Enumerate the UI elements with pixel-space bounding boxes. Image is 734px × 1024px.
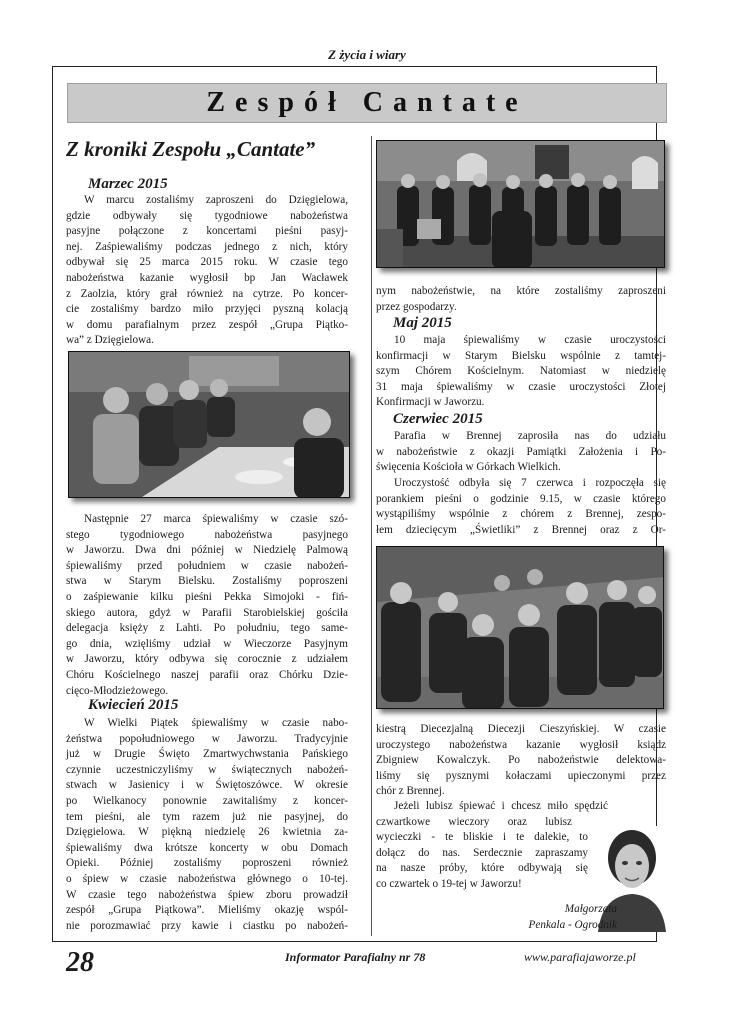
page-number: 28: [66, 947, 94, 978]
text-line: szym Chórem Kościelnym. Natomiast w niedzielę: [376, 365, 666, 378]
paragraph-czerwiec-1: [376, 429, 666, 476]
publication-name: Informator Parafialny nr 78: [285, 950, 426, 964]
text-line: stwa w Starym Bielsku. Zostaliśmy poproszeni: [66, 575, 348, 588]
text-line: śpiewaliśmy przed południem w czasie nabożeń-: [66, 559, 348, 572]
paragraph-kwiecien-continued: [376, 284, 666, 315]
text-line: o zaśpiewanie kilku pieśni Pekka Simojoki - fiń-: [66, 590, 348, 603]
text-line: święcenia Kościoła w Górkach Wielkich.: [376, 461, 561, 474]
text-line: stwach w Jasienicy i w Świętoszówce. W okresie: [66, 779, 348, 792]
heading-marzec: Marzec 2015: [88, 176, 168, 192]
text-line: Parafia w Brennej zaprosiła nas do udziału: [394, 430, 666, 442]
text-line: dołącz do nas. Serdecznie zapraszamy: [376, 846, 588, 859]
text-line: Zbigniew Kowalczyk. Po nabożeństwie delektowa-: [376, 754, 666, 767]
text-line: Opieki. Później zostaliśmy poproszeni również: [66, 857, 348, 870]
text-line: nej. Zaśpiewaliśmy podczas jednego z nich, który: [66, 240, 348, 253]
text-line: cie zostaliśmy bardzo miło przyjęci pyszną kolacją: [66, 303, 348, 316]
website-link[interactable]: www.parafiajaworze.pl: [524, 950, 636, 964]
photo-group-seated: [376, 546, 664, 709]
text-line: w nabożeństwie z okazji Pamiątki Założenia i Po-: [376, 445, 666, 458]
text-line: wa” z Dzięgielowa.: [66, 334, 154, 347]
text-line: Jeżeli lubisz śpiewać i chcesz miło spędzić: [394, 800, 608, 812]
text-line: z Zaolzia, który grał również na cytrze. Po koncer-: [66, 287, 348, 300]
photo-dinner-table: [68, 351, 350, 498]
text-line: o śpiew w czasie nabożeństwa głównego o 10-tej.: [66, 872, 348, 885]
text-line: chór z Brennej.: [376, 785, 445, 798]
text-line: czynnie uczestniczyliśmy w świątecznych nabożeń-: [66, 763, 348, 776]
photo-choir-church: [376, 140, 665, 268]
paragraph-marzec-1: [66, 193, 348, 349]
running-header: Z życia i wiary: [328, 47, 406, 62]
text-line: wycieczki - te bliskie i te dalekie, to: [376, 831, 588, 844]
text-line: w Jaworzu, który odbywa się corocznie z udziałem: [66, 653, 348, 666]
text-line: w domu parafialnym przez zespół „Grupa Piątko-: [66, 318, 348, 331]
text-line: w Jaworzu. Dwa dni później w Niedzielę Palmową: [66, 544, 348, 557]
signature-first-name: Małgorzata: [564, 903, 617, 915]
signature: [480, 902, 617, 933]
text-line: uroczystego nabożeństwa kazanie wygłosił ksiądz: [376, 738, 666, 751]
text-line: tem pieśni, ale tym razem już nie pasyjnej, do: [66, 810, 348, 823]
text-line: wystąpiliśmy wspólnie z chórem z Brennej, zespo-: [376, 508, 666, 521]
text-line: 31 maja śpiewaliśmy w czasie uroczystości Złotej: [376, 380, 666, 393]
heading-czerwiec: Czerwiec 2015: [393, 411, 483, 427]
text-line: łem dziecięcym „Świetliki” z Brennej oraz z Or-: [376, 523, 666, 536]
text-line: na nasze próby, które odbywają się: [376, 862, 588, 875]
paragraph-closing: [376, 799, 608, 893]
text-line: Chóru Kościelnego naszej parafii oraz Chórku Dzie-: [66, 668, 348, 681]
paragraph-czerwiec-continued: [376, 722, 666, 800]
text-line: nabożeństwa kazanie wygłosił bp Jan Wacławek: [66, 271, 348, 284]
text-line: po Wielkanocy ponownie zawitaliśmy z koncer-: [66, 794, 348, 807]
photo-choir-church-image: [377, 141, 665, 268]
paragraph-marzec-2: [66, 512, 348, 699]
photo-group-seated-image: [377, 547, 664, 709]
article-title: Z kroniki Zespołu „Cantate”: [66, 137, 316, 161]
text-line: pasyjne połączone z koncertami pieśni pasyj-: [66, 225, 348, 238]
text-line: W marcu zostaliśmy zaproszeni do Dzięgielowa,: [84, 194, 348, 206]
text-line: porankiem pieśni o godzinie 9.15, w czasie którego: [376, 492, 666, 505]
text-line: W Wielki Piątek śpiewaliśmy w czasie nabo-: [84, 717, 348, 729]
text-line: czwartkowe wieczory oraz lubisz: [376, 815, 572, 828]
text-line: już w Drugie Święto Zmartwychwstania Pańskiego: [66, 748, 348, 761]
paragraph-kwiecien-1: [66, 716, 348, 934]
text-line: cięco-Młodzieżowego.: [66, 684, 169, 697]
text-line: go dnia, wzięliśmy udział w Wieczorze Pasyjnym: [66, 637, 348, 650]
text-line: gdzie odbywały się tygodniowe nabożeństwa: [66, 209, 348, 222]
text-line: Konfirmacji w Jaworzu.: [376, 396, 485, 409]
text-line: zespół „Grupa Piątkowa”. Mieliśmy okazję wspól-: [66, 904, 348, 917]
section-banner: Zespół Cantate: [67, 83, 667, 123]
text-line: śpiewaliśmy dwa krótsze koncerty w obu Domach: [66, 841, 348, 854]
text-line: Dzięgielowa. W piękną niedzielę 26 kwietnia za-: [66, 826, 348, 839]
text-line: nym nabożeństwie, na które zostaliśmy zaproszeni: [376, 285, 666, 297]
column-divider: [371, 136, 372, 936]
text-line: nie porozmawiać przy kawie i ciastku po nabożeń-: [66, 919, 348, 932]
text-line: Uroczystość odbyła się 7 czerwca i rozpoczęła się: [394, 477, 666, 489]
text-line: W czasie tego nabożeństwa śpiew zboru prowadził: [66, 888, 348, 901]
photo-dinner-table-image: [69, 352, 350, 498]
text-line: odbywał się 25 marca 2015 roku. W czasie tego: [66, 256, 348, 269]
signature-last-name: Penkala - Ogrodnik: [528, 918, 617, 931]
text-line: co czwartek o 19-tej w Jaworzu!: [376, 877, 522, 890]
text-line: 10 maja śpiewaliśmy w czasie uroczystości: [394, 334, 666, 346]
text-line: żeństwa popołudniowego w Jaworzu. Tradycyjnie: [66, 732, 348, 745]
paragraph-czerwiec-2: [376, 476, 666, 538]
text-line: liśmy się pysznymi kołaczami upieczonymi przez: [376, 769, 666, 782]
text-line: kiestrą Diecezjalną Diecezji Cieszyńskiej. W czasie: [376, 723, 666, 735]
text-line: konfirmacji w Starym Bielsku wspólnie z tamtej-: [376, 349, 666, 362]
text-line: skiego autora, gdyż w Parafii Starobielskiej gościła: [66, 606, 348, 619]
text-line: stego tygodniowego nabożeństwa pasyjnego: [66, 528, 348, 541]
text-line: delegacja księży z Lahti. Po południu, tego same-: [66, 622, 348, 635]
text-line: Następnie 27 marca śpiewaliśmy w czasie szó-: [84, 513, 348, 525]
heading-kwiecien: Kwiecień 2015: [88, 697, 179, 713]
heading-maj: Maj 2015: [393, 315, 452, 331]
text-line: przez gospodarzy.: [376, 300, 457, 313]
paragraph-maj-1: [376, 333, 666, 411]
